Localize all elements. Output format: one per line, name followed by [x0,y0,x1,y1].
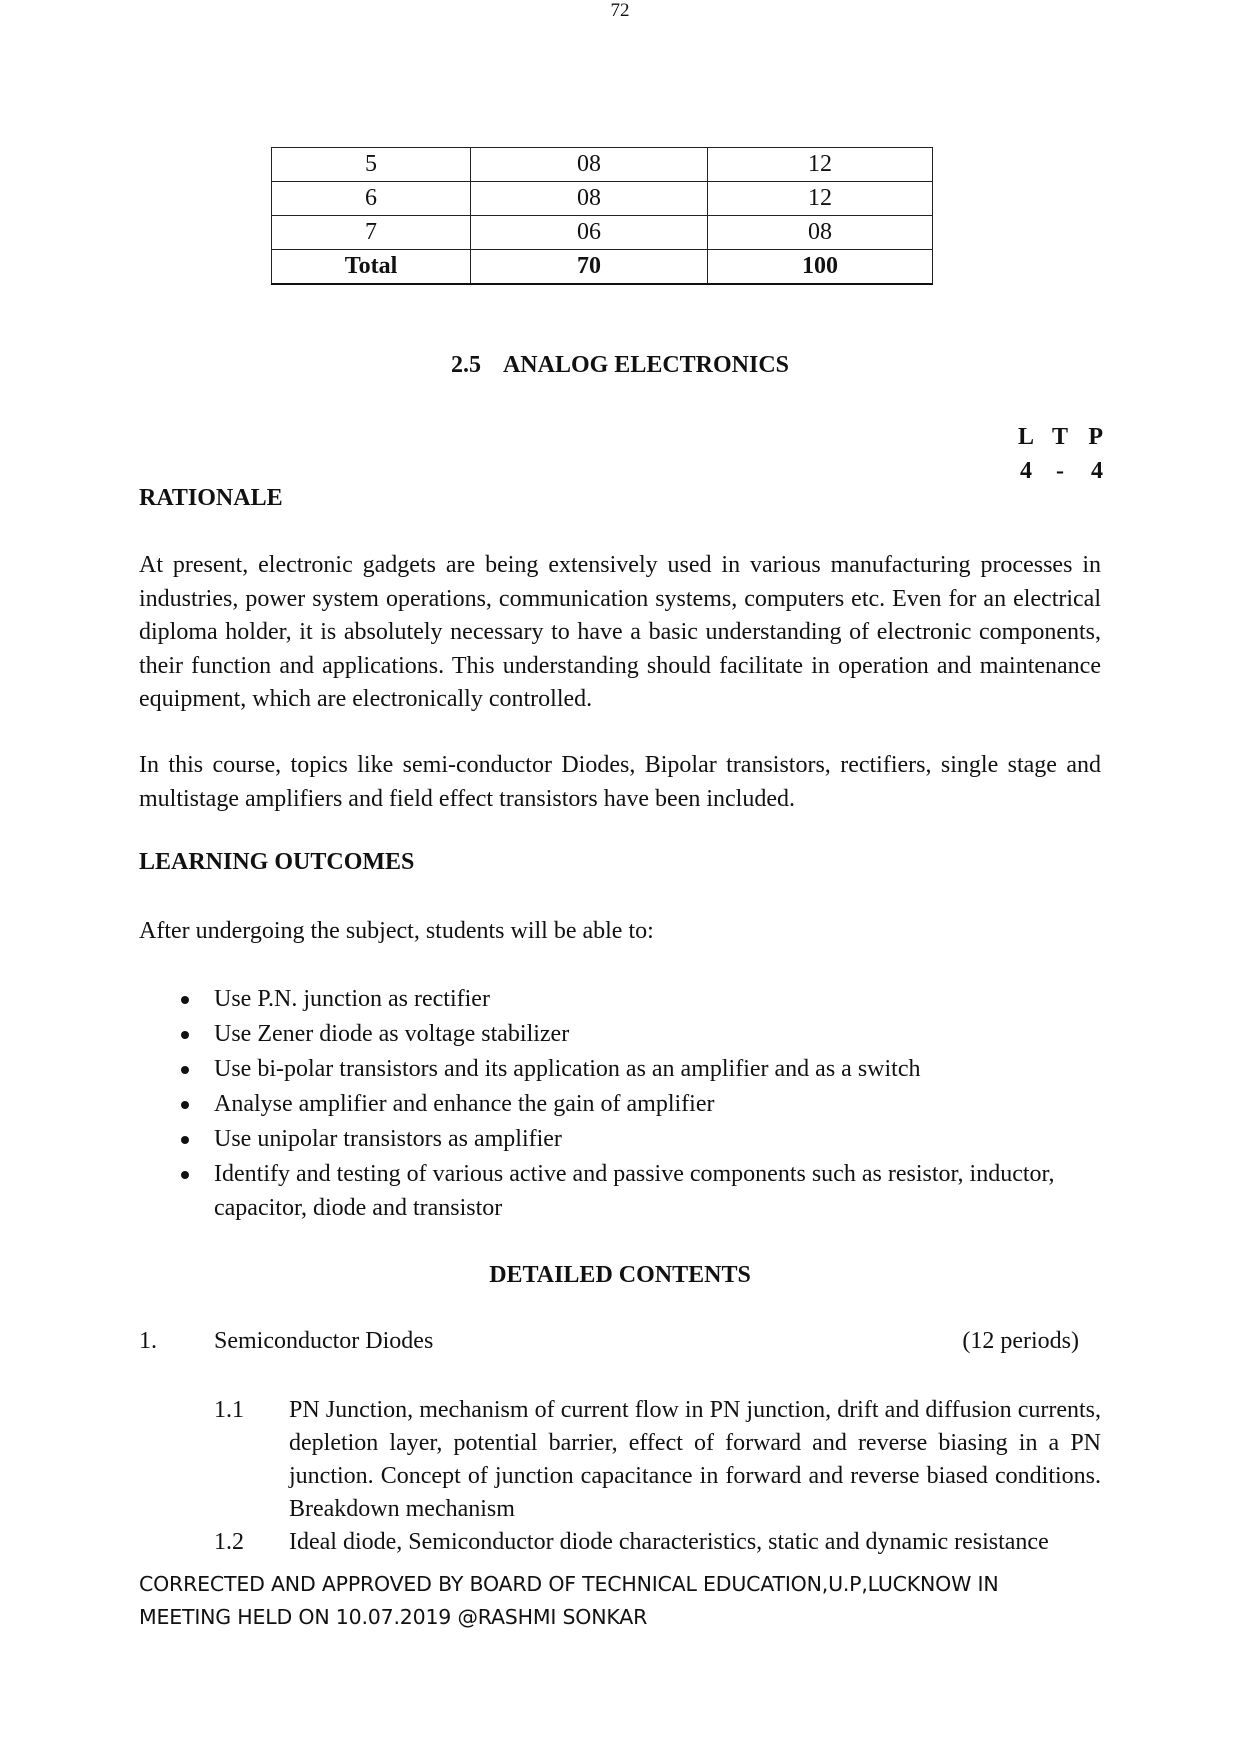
subtopic [214,1526,1101,1559]
subtopic [214,1394,1101,1526]
total-value: 70 [471,250,708,285]
ltp-headers [1009,420,1103,454]
learning-outcomes-heading: LEARNING OUTCOMES [139,849,415,875]
list-item: Use bi-polar transistors and its application as an amplifier and as a switch [139,1053,1101,1087]
section-number: 2.5 [450,352,481,378]
ltp-value: - [1056,458,1064,484]
table-row [272,148,933,182]
detailed-contents-heading: DETAILED CONTENTS [489,1262,751,1288]
rationale-paragraph: In this course, topics like semi-conductor Diodes, Bipolar transistors, rectifiers, single stage and multistage amplifiers and field effect transistors have been included. [139,752,1101,812]
list-item: Identify and testing of various active and passive components such as resistor, inductor, capacitor, diode and transistor [139,1158,1101,1225]
unit-title: Semiconductor Diodes [214,1328,434,1354]
total-value: 100 [708,250,933,285]
table-row [272,182,933,216]
footer-note [139,1568,998,1634]
ltp-value: 4 [1020,458,1032,484]
rationale-heading: RATIONALE [139,485,283,511]
marks-distribution-table [271,147,933,285]
table-cell: 08 [708,216,933,250]
table-cell: 08 [471,148,708,182]
subtopic-text: PN Junction, mechanism of current flow in PN junction, drift and diffusion currents, depletion layer, potential barrier, effect of forward and reverse biasing in a PN junction. Concept of junction capacitance in forward and reverse biased conditions. Breakdown mechanism [289,1397,1101,1522]
list-item: Use P.N. junction as rectifier [139,983,1101,1017]
table-cell: 6 [272,182,471,216]
ltp-block [1009,420,1103,488]
list-item: Use Zener diode as voltage stabilizer [139,1018,1101,1052]
table-cell: 12 [708,148,933,182]
footer-line: MEETING HELD ON 10.07.2019 @RASHMI SONKAR [139,1605,648,1629]
table-row [272,216,933,250]
ltp-values [1009,454,1103,488]
subtopic-number: 1.2 [214,1529,244,1555]
unit-periods: (12 periods) [962,1328,1079,1354]
table-cell: 06 [471,216,708,250]
list-item: Use unipolar transistors as amplifier [139,1123,1101,1157]
section-title [0,352,1240,379]
table-cell: 5 [272,148,471,182]
ltp-value: 4 [1091,458,1103,484]
learning-outcomes-intro: After undergoing the subject, students will be able to: [139,918,654,944]
footer-line: CORRECTED AND APPROVED BY BOARD OF TECHNICAL EDUCATION,U.P,LUCKNOW IN [139,1572,999,1596]
unit-number: 1. [139,1328,157,1354]
ltp-header: P [1088,424,1103,450]
table-cell: 7 [272,216,471,250]
ltp-header: T [1051,424,1068,450]
table-total-row [272,250,933,285]
table-cell: 12 [708,182,933,216]
section-name: ANALOG ELECTRONICS [502,352,790,378]
subtopic-text: Ideal diode, Semiconductor diode characteristics, static and dynamic resistance [289,1529,1049,1555]
subtopic-number: 1.1 [214,1397,244,1423]
table-cell: 08 [471,182,708,216]
page-number: 72 [610,0,630,21]
ltp-header: L [1017,424,1034,450]
learning-outcomes-list [139,983,1101,1227]
rationale-paragraph: At present, electronic gadgets are being extensively used in various manufacturing processes in industries, power system operations, communication systems, computers etc. Even for an electrical diploma holder, it is absolutely necessary to have a basic understanding of electronic components, their function and applications. This understanding should facilitate in operation and maintenance equipment, which are electronically controlled. [139,552,1101,712]
total-label: Total [272,250,471,285]
list-item: Analyse amplifier and enhance the gain of amplifier [139,1088,1101,1122]
